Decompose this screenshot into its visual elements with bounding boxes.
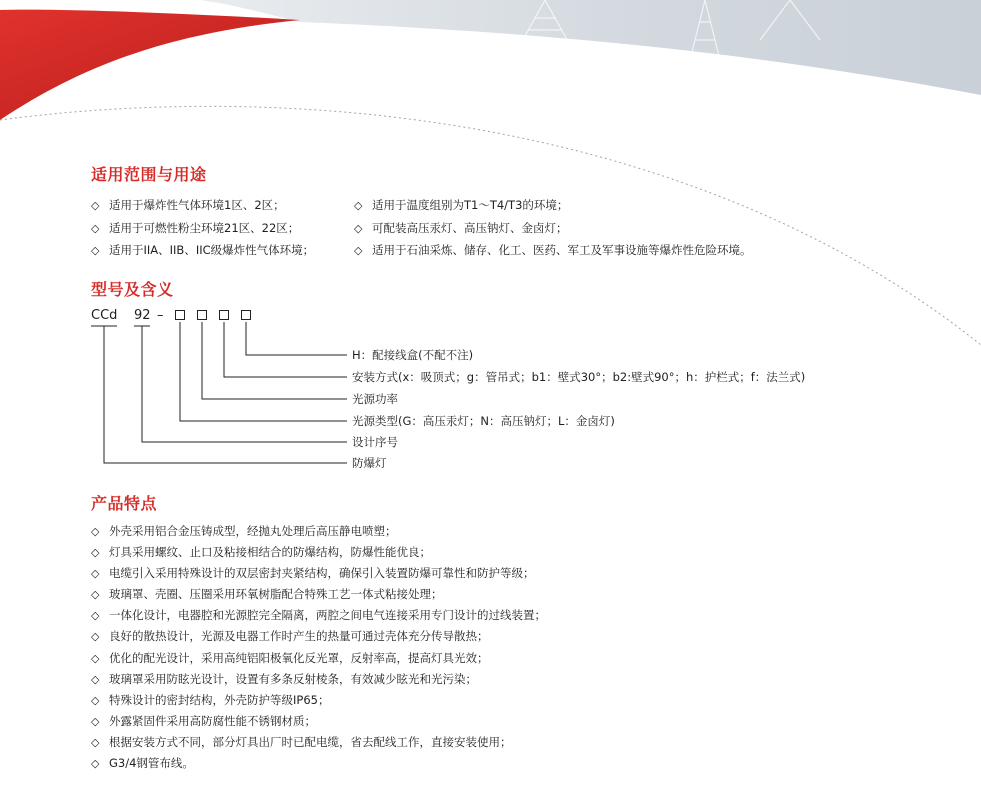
features-section-title: 产品特点 xyxy=(91,494,158,513)
list-item: ◇ 外露紧固件采用高防腐性能不锈钢材质； xyxy=(91,711,546,732)
model-code-number: 92 xyxy=(134,308,151,323)
diamond-bullet-icon: ◇ xyxy=(91,199,100,212)
code-placeholder-box xyxy=(175,310,185,320)
legend-item: 安装方式(x：吸顶式；g：管吊式；b1：壁式30°；b2:壁式90°；h：护栏式；f：法兰式) xyxy=(352,370,806,384)
diamond-bullet-icon: ◇ xyxy=(91,567,100,581)
list-item: ◇ 适用于爆炸性气体环境1区、2区； xyxy=(91,194,314,217)
diamond-bullet-icon: ◇ xyxy=(354,221,363,235)
code-placeholder-box xyxy=(197,310,207,320)
diamond-bullet-icon: ◇ xyxy=(354,244,363,257)
diamond-bullet-icon: ◇ xyxy=(91,672,100,686)
list-item: ◇ 玻璃罩、壳圈、压圈采用环氧树脂配合特殊工艺一体式粘接处理； xyxy=(91,584,546,605)
legend-item: 设计序号 xyxy=(352,435,398,449)
diamond-bullet-icon: ◇ xyxy=(91,525,100,538)
diamond-bullet-icon: ◇ xyxy=(91,757,100,771)
list-item: ◇ 根据安装方式不同，部分灯具出厂时已配电缆，省去配线工作，直接安装使用； xyxy=(91,732,546,753)
code-placeholder-box xyxy=(219,310,229,320)
legend-item: 光源功率 xyxy=(352,392,398,406)
diamond-bullet-icon: ◇ xyxy=(91,546,100,560)
list-item: ◇ 电缆引入采用特殊设计的双层密封夹紧结构，确保引入装置防爆可靠性和防护等级； xyxy=(91,563,546,584)
list-item: ◇ 优化的配光设计，采用高纯铝阳极氧化反光罩，反射率高，提高灯具光效； xyxy=(91,648,546,669)
legend-item: 光源类型(G：高压汞灯；N：高压钠灯；L：金卤灯) xyxy=(352,414,615,428)
list-item: ◇ 良好的散热设计，光源及电器工作时产生的热量可通过壳体充分传导散热； xyxy=(91,626,546,647)
diamond-bullet-icon: ◇ xyxy=(354,199,363,212)
list-item: ◇ G3/4钢管布线。 xyxy=(91,753,546,774)
usage-section-title: 适用范围与用途 xyxy=(91,165,207,184)
legend-item: H：配接线盒(不配不注) xyxy=(352,348,474,362)
features-list xyxy=(91,521,546,774)
diamond-bullet-icon: ◇ xyxy=(91,609,100,623)
model-section-title: 型号及含义 xyxy=(91,280,174,299)
diamond-bullet-icon: ◇ xyxy=(91,651,100,665)
diamond-bullet-icon: ◇ xyxy=(91,693,100,707)
legend-item: 防爆灯 xyxy=(352,456,387,470)
list-item: ◇ 适用于石油采炼、储存、化工、医药、军工及军事设施等爆炸性危险环境。 xyxy=(354,239,752,262)
list-item: ◇ 一体化设计，电器腔和光源腔完全隔离，两腔之间电气连接采用专门设计的过线装置； xyxy=(91,605,546,626)
diamond-bullet-icon: ◇ xyxy=(91,244,100,257)
model-code-prefix: CCd xyxy=(91,308,118,323)
list-item: ◇ 特殊设计的密封结构，外壳防护等级IP65； xyxy=(91,690,546,711)
list-item: ◇ 外壳采用铝合金压铸成型，经抛丸处理后高压静电喷塑； xyxy=(91,521,546,542)
diamond-bullet-icon: ◇ xyxy=(91,588,100,602)
diamond-bullet-icon: ◇ xyxy=(91,221,100,235)
diamond-bullet-icon: ◇ xyxy=(91,630,100,644)
list-item: ◇ 可配装高压汞灯、高压钠灯、金卤灯； xyxy=(354,217,752,240)
usage-list-right xyxy=(354,194,752,262)
list-item: ◇ 适用于可燃性粉尘环境21区、22区； xyxy=(91,217,314,240)
usage-list-left xyxy=(91,194,314,262)
list-item: ◇ 适用于IIA、IIB、IIC级爆炸性气体环境； xyxy=(91,239,314,262)
model-code-dash: – xyxy=(157,308,164,323)
list-item: ◇ 适用于温度组别为T1～T4/T3的环境； xyxy=(354,194,752,217)
code-placeholder-box xyxy=(241,310,251,320)
list-item: ◇ 玻璃罩采用防眩光设计，设置有多条反射棱条，有效减少眩光和光污染； xyxy=(91,669,546,690)
list-item: ◇ 灯具采用螺纹、止口及粘接相结合的防爆结构，防爆性能优良； xyxy=(91,542,546,563)
diamond-bullet-icon: ◇ xyxy=(91,735,100,749)
diamond-bullet-icon: ◇ xyxy=(91,714,100,728)
